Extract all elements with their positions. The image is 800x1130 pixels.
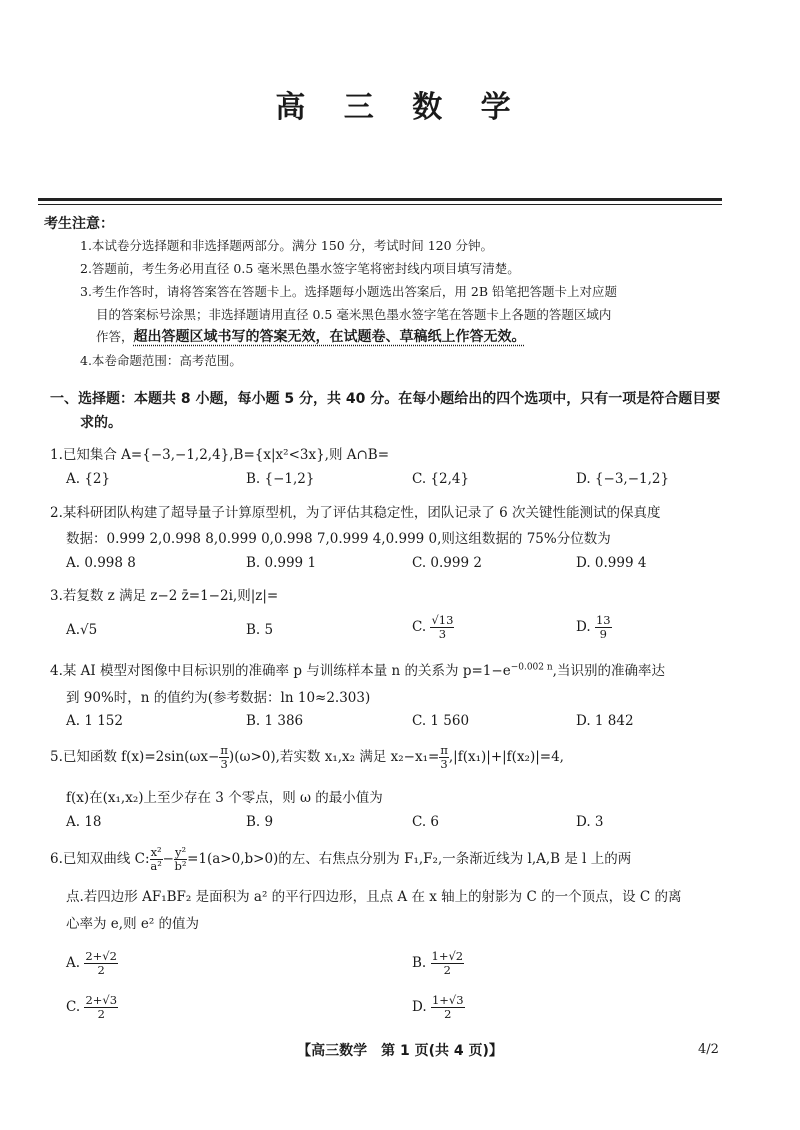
- page-footer: 【高三数学 第 1 页(共 4 页)】: [297, 1043, 503, 1059]
- option-a: A. 0.998 8: [66, 555, 136, 571]
- fraction: [219, 744, 229, 771]
- question-text: 5.已知函数 f(x)=2sin(ωx−: [50, 749, 220, 765]
- question-2-cont: 数据：0.999 2,0.998 8,0.999 0,0.998 7,0.999 4,0.999 0,则这组数据的 75%分位数为: [66, 531, 611, 547]
- numerator: 2+√2: [85, 949, 117, 963]
- option-d: D. {−3,−1,2}: [576, 471, 670, 487]
- option-c: C. 0.999 2: [412, 555, 482, 571]
- fraction: [439, 744, 449, 771]
- option-a: A. 18: [66, 814, 102, 830]
- notice-item: 4.本卷命题范围：高考范围。: [80, 353, 242, 368]
- notice-item: [96, 326, 526, 346]
- page-title: 高 三 数 学: [275, 90, 525, 125]
- question-4: [50, 659, 665, 679]
- denominator: b²: [174, 859, 187, 873]
- question-1: 1.已知集合 A={−3,−1,2,4},B={x|x²<3x},则 A∩B=: [50, 447, 390, 463]
- question-text: ,当识别的准确率达: [552, 663, 665, 679]
- option-label: A.: [66, 622, 81, 638]
- option-a: [66, 622, 97, 638]
- option-c: C. 6: [412, 814, 440, 830]
- option-a: [66, 950, 118, 977]
- notice-item: 2.答题前，考生务必用直径 0.5 毫米黑色墨水签字笔将密封线内项目填写清楚。: [80, 261, 520, 276]
- option-c: [66, 994, 118, 1021]
- option-b: [412, 950, 464, 977]
- denominator: 3: [440, 757, 448, 771]
- denominator: 2: [444, 1007, 452, 1021]
- numerator: 2+√3: [85, 993, 118, 1007]
- fraction: [150, 846, 163, 873]
- option-b: B. 5: [246, 622, 274, 638]
- question-text: 6.已知双曲线 C:: [50, 851, 150, 867]
- denominator: 2: [97, 963, 105, 977]
- page-code: 4/2: [698, 1042, 719, 1057]
- fraction: [431, 950, 465, 977]
- notice-item: 1.本试卷分选择题和非选择题两部分。满分 150 分，考试时间 120 分钟。: [80, 238, 494, 253]
- option-d: D. 1 842: [576, 713, 634, 729]
- option-d: D. 3: [576, 814, 604, 830]
- header-rule: [38, 198, 722, 201]
- notice-item: 目的答案标号涂黑；非选择题请用直径 0.5 毫米黑色墨水签字笔在答题卡上各题的答题区域内: [96, 307, 612, 322]
- option-b: B. 0.999 1: [246, 555, 317, 571]
- question-6-cont: 点.若四边形 AF₁BF₂ 是面积为 a² 的平行四边形，且点 A 在 x 轴上的射影为 C 的一个顶点，设 C 的离: [66, 889, 682, 905]
- option-c: C. 1 560: [412, 713, 470, 729]
- question-4-cont: 到 90%时，n 的值约为(参考数据：ln 10≈2.303): [66, 690, 371, 706]
- header-rule-thin: [38, 204, 722, 205]
- question-3: 3.若复数 z 满足 z−2 z̄=1−2i,则|z|=: [50, 588, 279, 604]
- option-d: [576, 614, 612, 641]
- question-text: ,|f(x₁)|+|f(x₂)|=4,: [448, 749, 564, 765]
- fraction: [174, 846, 187, 873]
- notice-item: 3.考生作答时，请将答案答在答题卡上。选择题每小题选出答案后，用 2B 铅笔把答题卡上对应题: [80, 284, 618, 299]
- question-6: 6.已知双曲线 C: $\frac{\text{x²}}{\text{a²}}$ − $\frac{\text{y²}}{\text{b²}}$ =1(a>0,b>0)的左、右焦点分别为 F₁,F₂,一条渐近线为 l,A,B 是 l 上的两: [50, 845, 632, 873]
- denominator: 3: [438, 627, 447, 641]
- question-text: =1(a>0,b>0)的左、右焦点分别为 F₁,F₂,一条渐近线为 l,A,B 是 l 上的两: [187, 851, 632, 867]
- question-text: )(ω>0),若实数 x₁,x₂ 满足 x₂−x₁=: [228, 749, 440, 765]
- section-heading-cont: 求的。: [80, 415, 122, 431]
- question-text: 4.某 AI 模型对图像中目标识别的准确率 p 与训练样本量 n 的关系为 p=1−e: [50, 663, 511, 679]
- option-b: B. 9: [246, 814, 274, 830]
- option-d: [412, 994, 465, 1021]
- numerator: 13: [595, 613, 611, 627]
- option-label: D.: [576, 619, 591, 635]
- notice-emphasis: 超出答题区域书写的答案无效，在试题卷、草稿纸上作答无效。: [133, 329, 526, 345]
- denominator: 3: [220, 757, 228, 771]
- numerator: 1+√2: [431, 949, 464, 963]
- fraction: [595, 614, 612, 641]
- fraction: [84, 994, 118, 1021]
- option-label: D.: [412, 999, 427, 1015]
- denominator: a²: [150, 859, 162, 873]
- question-6-cont: 心率为 e,则 e² 的值为: [66, 916, 200, 932]
- option-c: [412, 614, 454, 641]
- denominator: 9: [599, 627, 607, 641]
- question-2: 2.某科研团队构建了超导量子计算原型机，为了评估其稳定性，团队记录了 6 次关键性能测试的保真度: [50, 505, 661, 521]
- option-b: B. {−1,2}: [246, 471, 315, 487]
- option-c: C. {2,4}: [412, 471, 470, 487]
- notice-text: 作答，: [96, 329, 134, 344]
- option-d: D. 0.999 4: [576, 555, 647, 571]
- fraction: [84, 950, 118, 977]
- option-label: A.: [66, 955, 81, 971]
- fraction: [430, 614, 454, 641]
- question-5-cont: f(x)在(x₁,x₂)上至少存在 3 个零点，则 ω 的最小值为: [66, 790, 383, 806]
- question-5: [50, 744, 564, 771]
- notice-heading: 考生注意：: [44, 216, 114, 232]
- numerator: π: [220, 743, 228, 757]
- fraction: [431, 994, 465, 1021]
- numerator: x²: [150, 845, 162, 859]
- denominator: 2: [97, 1007, 105, 1021]
- section-heading: 一、选择题：本题共 8 小题，每小题 5 分，共 40 分。在每小题给出的四个选项中，只有一项是符合题目要: [50, 391, 721, 407]
- option-label: C.: [412, 619, 427, 635]
- option-label: B.: [412, 955, 427, 971]
- option-a: A. 1 152: [66, 713, 123, 729]
- numerator: 1+√3: [431, 993, 464, 1007]
- option-b: B. 1 386: [246, 713, 304, 729]
- exponent: −0.002 n: [510, 662, 553, 673]
- denominator: 2: [443, 963, 451, 977]
- option-value: √5: [80, 622, 98, 638]
- numerator: √13: [431, 613, 454, 627]
- numerator: π: [440, 743, 448, 757]
- option-a: A. {2}: [66, 471, 111, 487]
- numerator: y²: [174, 845, 187, 859]
- option-label: C.: [66, 999, 81, 1015]
